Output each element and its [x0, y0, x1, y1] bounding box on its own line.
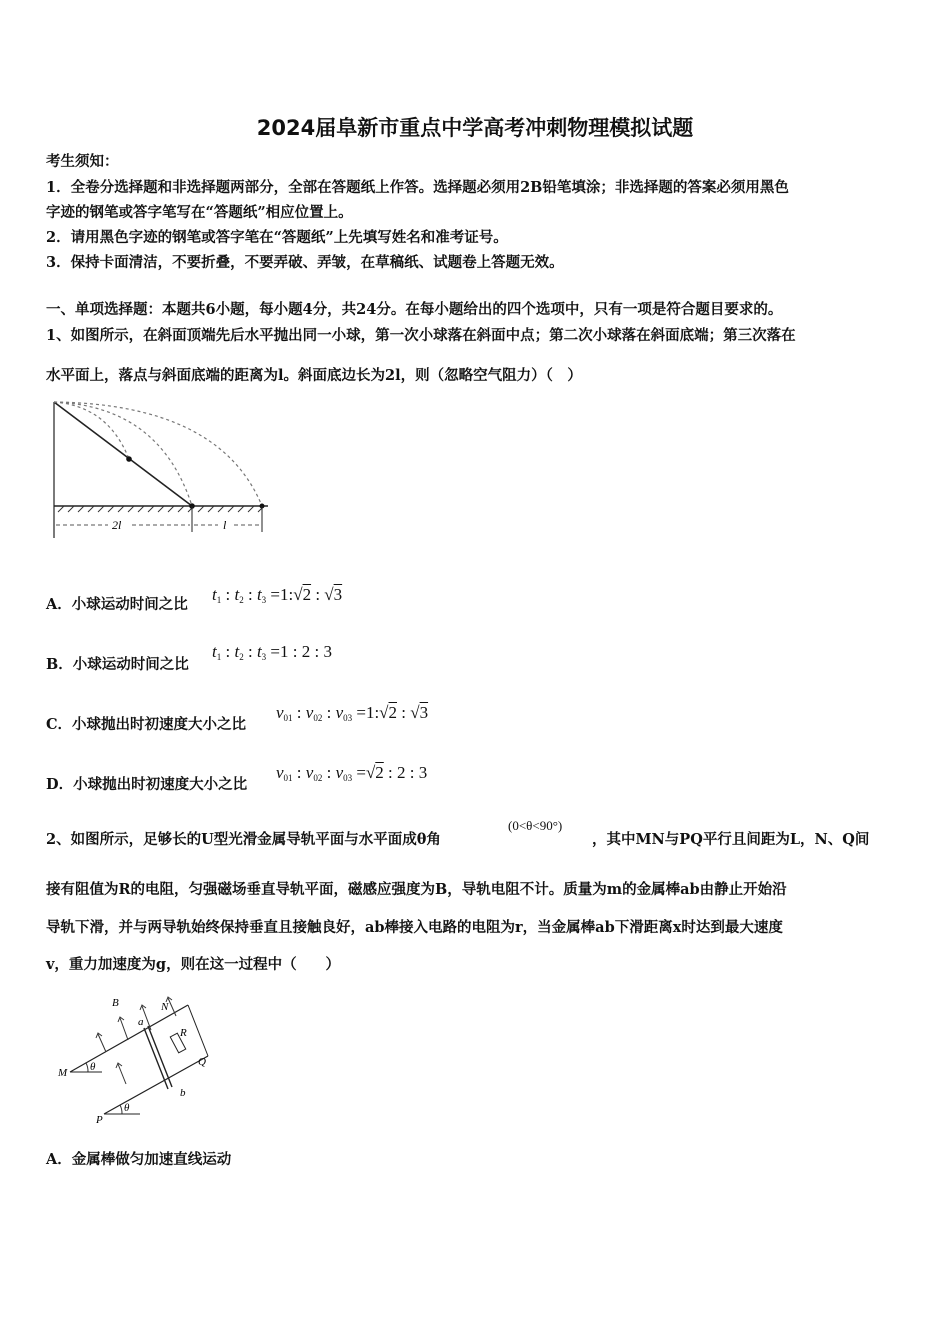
question-1-line-2: 水平面上，落点与斜面底端的距离为l。斜面底边长为2l，则（忽略空气阻力）（ ）	[46, 367, 582, 384]
label-Q: Q	[198, 1056, 206, 1068]
label-N: N	[161, 1001, 169, 1013]
notice-item-3: 3．保持卡面清洁，不要折叠，不要弄破、弄皱，在草稿纸、试题卷上答题无效。	[46, 254, 564, 271]
inclined-rail-figure	[56, 992, 226, 1127]
label-2l: 2l	[112, 518, 122, 532]
q1-option-d[interactable]: D．小球抛出时初速度大小之比	[46, 776, 248, 793]
label-theta-2: θ	[124, 1102, 130, 1114]
question-2-line-4: v，重力加速度为g，则在这一过程中（ ）	[46, 956, 341, 973]
notice-item-1-line-2: 字迹的钢笔或答字笔写在“答题纸”相应位置上。	[46, 204, 353, 221]
notice-heading: 考生须知：	[46, 153, 119, 170]
q1-option-a[interactable]: A．小球运动时间之比	[46, 596, 188, 613]
label-a: a	[138, 1016, 144, 1028]
label-P: P	[96, 1114, 103, 1126]
label-l: l	[223, 518, 227, 532]
q2-option-a[interactable]: A．金属棒做匀加速直线运动	[46, 1151, 232, 1168]
page-title: 2024届阜新市重点中学高考冲刺物理模拟试题	[256, 116, 694, 140]
notice-item-2: 2．请用黑色字迹的钢笔或答字笔在“答题纸”上先填写姓名和准考证号。	[46, 229, 508, 246]
question-2-line-1b: ，其中MN与PQ平行且间距为L，N、Q间	[592, 831, 870, 848]
question-2-angle-range: (0<θ<90°)	[508, 818, 563, 833]
label-R: R	[180, 1027, 187, 1039]
question-2-line-1a: 2、如图所示，足够长的U型光滑金属导轨平面与水平面成θ角	[46, 831, 441, 848]
q1-option-b-formula: $t_1$ : $t_2$ : $t_3 =1$ : 2 : 3	[212, 642, 332, 662]
question-2-line-2: 接有阻值为R的电阻，匀强磁场垂直导轨平面，磁感应强度为B，导轨电阻不计。质量为m的金属棒ab由静止开始沿	[46, 881, 787, 898]
q1-option-d-formula: $v_{01}$ : $v_{02}$ : $v_{03} =√2$ : 2 : 3	[276, 763, 428, 783]
label-theta-1: θ	[90, 1061, 96, 1073]
q1-option-a-formula: $t_1$ : $t_2$ : $t_3$ =1:√2 : √3	[212, 585, 343, 605]
q1-option-c-formula: $v_{01}$ : $v_{02}$ : $v_{03}$ =1:√2 : √3	[276, 703, 429, 723]
question-1-line-1: 1、如图所示，在斜面顶端先后水平抛出同一小球，第一次小球落在斜面中点；第二次小球落在斜面底端；第三次落在	[46, 327, 796, 344]
label-M: M	[58, 1067, 68, 1079]
q1-option-c[interactable]: C．小球抛出时初速度大小之比	[46, 716, 247, 733]
label-b: b	[180, 1087, 186, 1099]
section-heading: 一、单项选择题：本题共6小题，每小题4分，共24分。在每小题给出的四个选项中，只有一项是符合题目要求的。	[46, 301, 783, 318]
question-2-line-3: 导轨下滑，并与两导轨始终保持垂直且接触良好，ab棒接入电路的电阻为r，当金属棒ab下滑距离x时达到最大速度	[46, 919, 783, 936]
label-B: B	[112, 997, 119, 1009]
notice-item-1-line-1: 1．全卷分选择题和非选择题两部分，全部在答题纸上作答。选择题必须用2B铅笔填涂；非选择题的答案必须用黑色	[46, 179, 789, 196]
projectile-slope-figure	[50, 398, 275, 540]
q1-option-b[interactable]: B．小球运动时间之比	[46, 656, 189, 673]
